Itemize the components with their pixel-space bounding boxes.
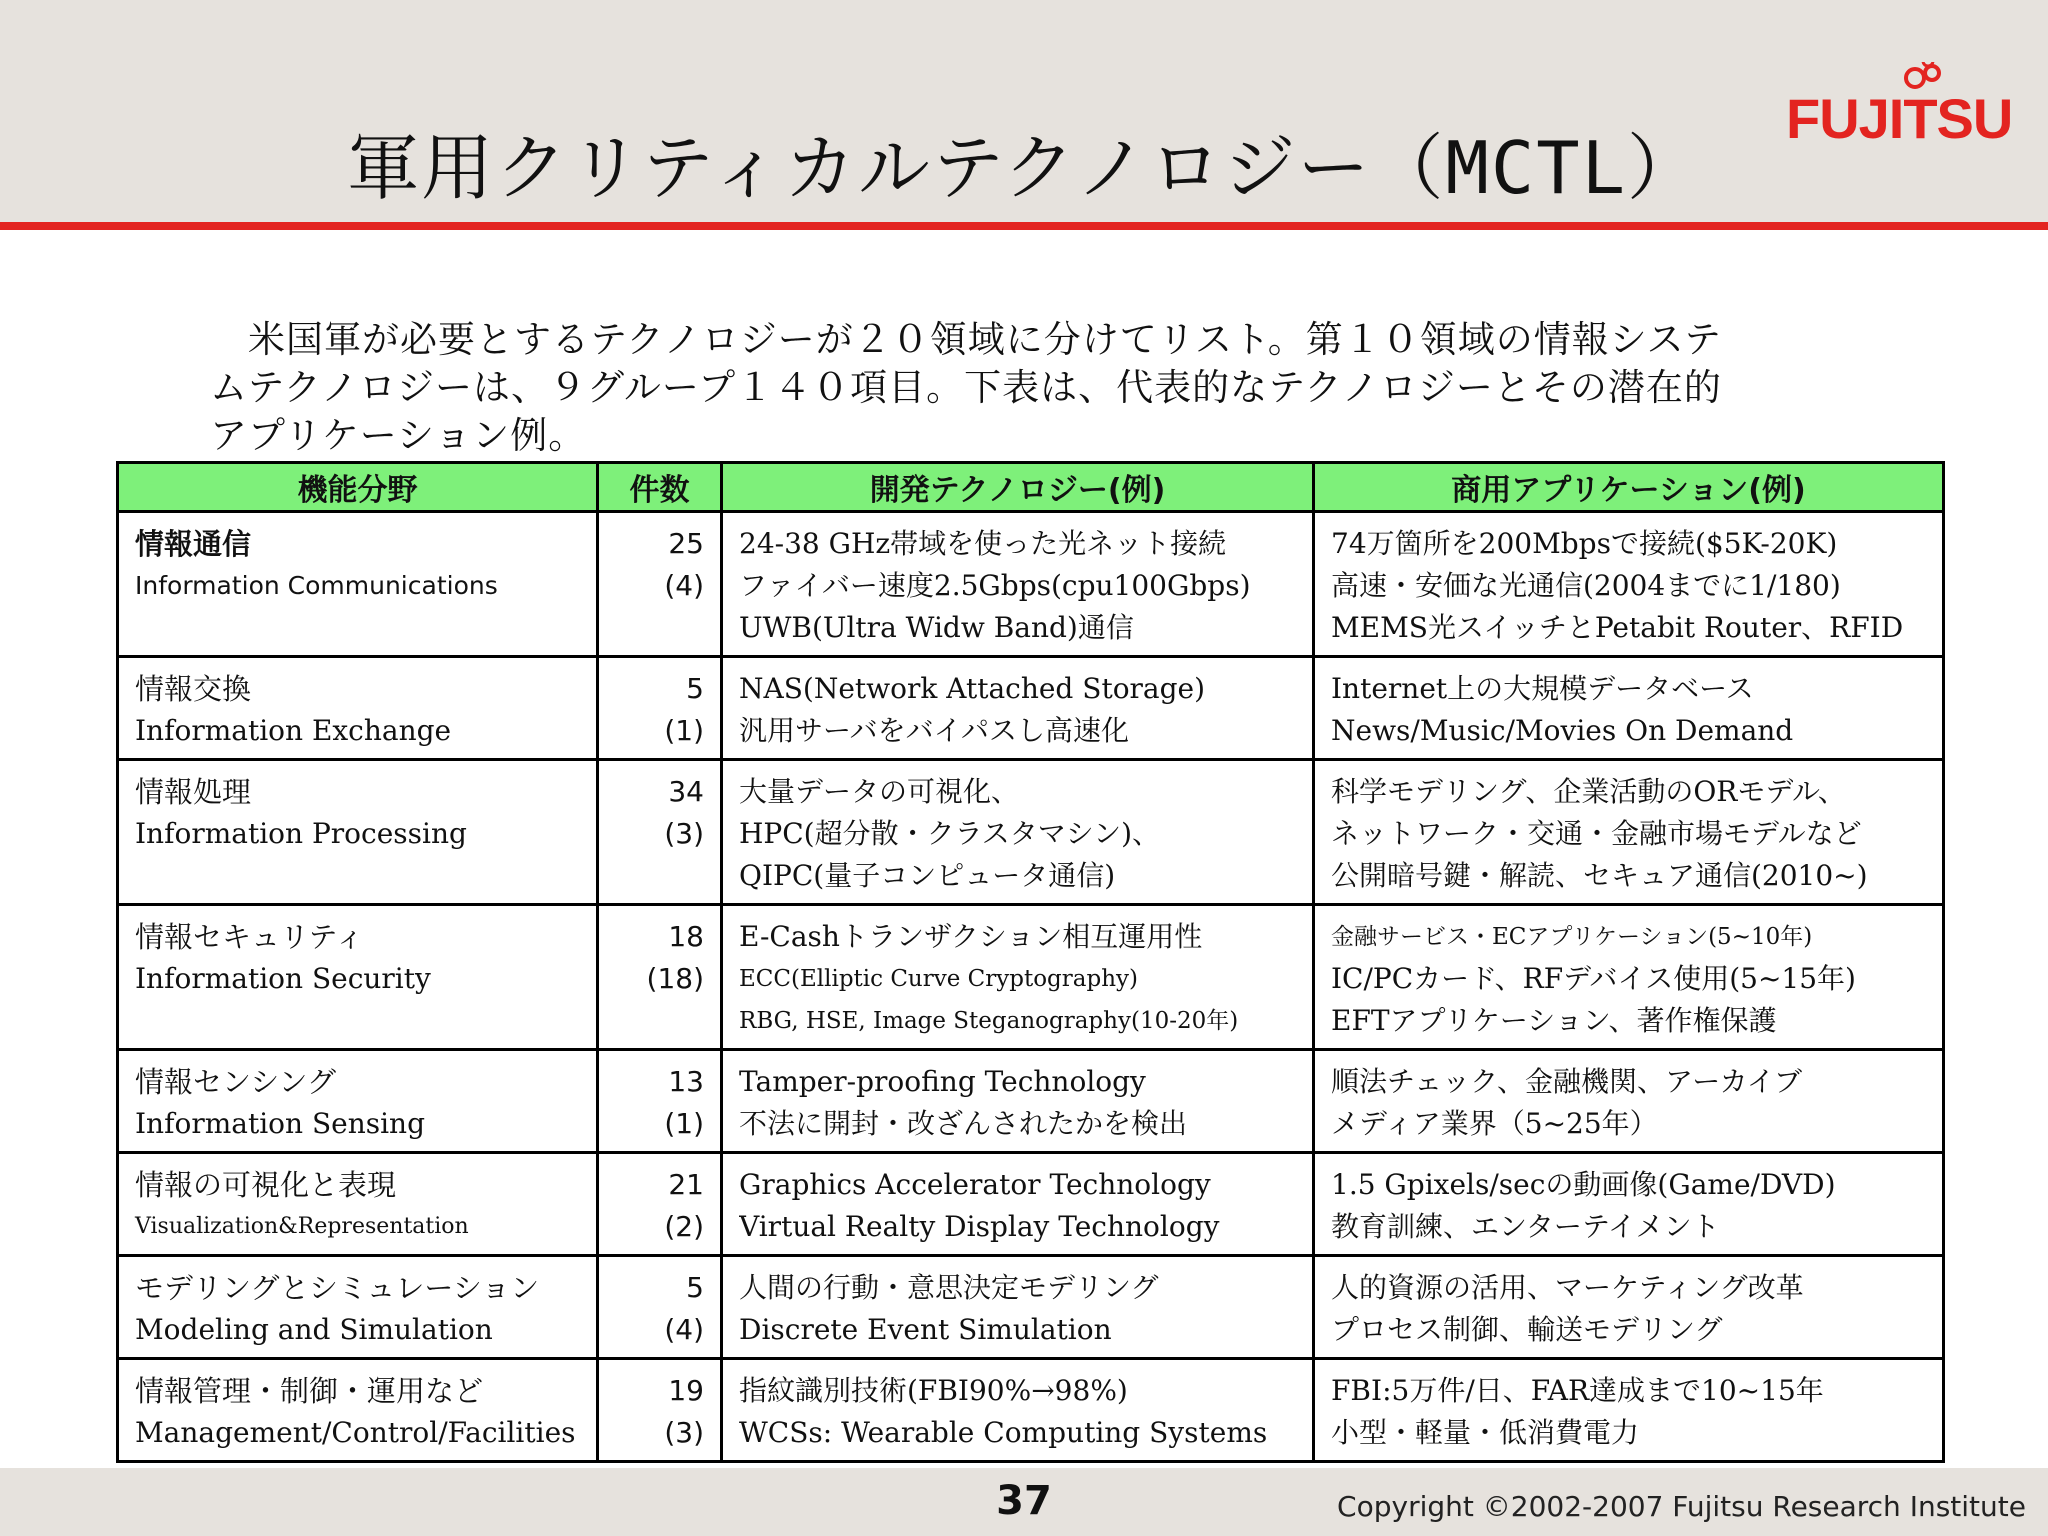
technology-line: WCSs: Wearable Computing Systems <box>739 1416 1268 1449</box>
count-cell <box>598 1256 722 1359</box>
category-ja: 情報交換 <box>135 672 252 706</box>
copyright-notice: Copyright ©2002-2007 Fujitsu Research Institute <box>1337 1490 2026 1523</box>
technology-cell <box>722 512 1314 657</box>
category-en: Information Processing <box>135 817 467 850</box>
application-cell <box>1314 760 1944 905</box>
category-cell <box>118 512 598 657</box>
category-en: Information Sensing <box>135 1107 426 1140</box>
category-cell <box>118 1153 598 1256</box>
category-cell <box>118 905 598 1050</box>
count-cell <box>598 657 722 760</box>
technology-line: ECC(Elliptic Curve Cryptography) <box>739 966 1138 992</box>
table-header-row <box>118 463 1944 512</box>
count-value: 19 <box>668 1374 704 1407</box>
table-row <box>118 512 1944 657</box>
category-ja: 情報センシング <box>135 1065 336 1099</box>
technology-line: Tamper-proofing Technology <box>739 1065 1146 1098</box>
technology-line: Discrete Event Simulation <box>739 1313 1112 1346</box>
technology-line: 不法に開封・改ざんされたかを検出 <box>739 1107 1188 1140</box>
table-row <box>118 1359 1944 1462</box>
application-cell <box>1314 1256 1944 1359</box>
technology-line: 汎用サーバをバイパスし高速化 <box>739 714 1130 747</box>
application-cell <box>1314 1050 1944 1153</box>
application-line: 人的資源の活用、マーケティング改革 <box>1331 1271 1804 1304</box>
category-ja: モデリングとシミュレーション <box>135 1271 540 1305</box>
slide-title: 軍用クリティカルテクノロジー（MCTL） <box>347 126 1701 210</box>
count-value: 34 <box>668 775 704 808</box>
technology-cell <box>722 905 1314 1050</box>
application-line: ネットワーク・交通・金融市場モデルなど <box>1331 817 1862 850</box>
column-header-applications: 商用アプリケーション(例) <box>1314 463 1944 512</box>
category-ja: 情報セキュリティ <box>135 920 365 954</box>
technology-line: 大量データの可視化、 <box>739 775 1020 808</box>
count-sub-value: (1) <box>664 714 704 747</box>
technology-line: RBG, HSE, Image Steganography(10-20年) <box>739 1008 1239 1034</box>
category-ja: 情報通信 <box>135 527 252 561</box>
svg-text:FUJITSU: FUJITSU <box>1786 87 2013 142</box>
column-header-field: 機能分野 <box>118 463 598 512</box>
category-ja: 情報管理・制御・運用など <box>135 1374 484 1408</box>
application-cell <box>1314 1359 1944 1462</box>
count-sub-value: (4) <box>664 1313 704 1346</box>
application-line: EFTアプリケーション、著作権保護 <box>1331 1004 1777 1037</box>
count-cell <box>598 1359 722 1462</box>
count-value: 21 <box>668 1168 704 1201</box>
category-cell <box>118 760 598 905</box>
count-cell <box>598 760 722 905</box>
count-cell <box>598 1050 722 1153</box>
application-line: MEMS光スイッチとPetabit Router、RFID <box>1331 611 1904 644</box>
category-ja: 情報処理 <box>135 775 252 809</box>
application-line: 1.5 Gpixels/secの動画像(Game/DVD) <box>1331 1168 1836 1201</box>
count-value: 18 <box>668 920 704 953</box>
application-line: 小型・軽量・低消費電力 <box>1331 1416 1640 1449</box>
technology-line: Graphics Accelerator Technology <box>739 1168 1211 1201</box>
fujitsu-logo <box>1782 62 2022 142</box>
application-line: メディア業界（5~25年） <box>1331 1107 1658 1140</box>
mctl-table <box>116 461 1945 1463</box>
category-cell <box>118 1256 598 1359</box>
technology-line: NAS(Network Attached Storage) <box>739 672 1206 705</box>
count-sub-value: (2) <box>664 1210 704 1243</box>
technology-cell <box>722 657 1314 760</box>
technology-cell <box>722 1359 1314 1462</box>
application-cell <box>1314 512 1944 657</box>
category-cell <box>118 657 598 760</box>
technology-line: 人間の行動・意思決定モデリング <box>739 1271 1159 1304</box>
count-value: 25 <box>668 527 704 560</box>
technology-line: QIPC(量子コンピュータ通信) <box>739 859 1116 892</box>
application-line: IC/PCカード、RFデバイス使用(5~15年) <box>1331 962 1856 995</box>
application-cell <box>1314 657 1944 760</box>
application-line: 順法チェック、金融機関、アーカイブ <box>1331 1065 1802 1098</box>
count-cell <box>598 905 722 1050</box>
category-en: Management/Control/Facilities <box>135 1416 576 1449</box>
count-sub-value: (3) <box>664 817 704 850</box>
application-line: FBI:5万件/日、FAR達成まで10~15年 <box>1331 1374 1824 1407</box>
category-en: Information Communications <box>135 571 498 600</box>
technology-cell <box>722 1256 1314 1359</box>
application-line: News/Music/Movies On Demand <box>1331 714 1794 747</box>
application-line: プロセス制御、輸送モデリング <box>1331 1313 1723 1346</box>
technology-line: Virtual Realty Display Technology <box>739 1210 1220 1243</box>
count-sub-value: (1) <box>664 1107 704 1140</box>
application-line: 教育訓練、エンターテイメント <box>1331 1210 1720 1243</box>
count-value: 5 <box>686 672 704 705</box>
application-line: 74万箇所を200Mbpsで接続($5K-20K) <box>1331 527 1838 560</box>
column-header-count: 件数 <box>598 463 722 512</box>
table-row <box>118 905 1944 1050</box>
technology-cell <box>722 1050 1314 1153</box>
table-row <box>118 1153 1944 1256</box>
header-red-rule <box>0 222 2048 230</box>
category-cell <box>118 1050 598 1153</box>
technology-line: UWB(Ultra Widw Band)通信 <box>739 611 1134 644</box>
application-line: Internet上の大規模データベース <box>1331 672 1754 705</box>
count-sub-value: (4) <box>664 569 704 602</box>
category-en: Information Security <box>135 962 431 995</box>
count-value: 13 <box>668 1065 704 1098</box>
count-value: 5 <box>686 1271 704 1304</box>
category-ja: 情報の可視化と表現 <box>135 1168 397 1202</box>
intro-paragraph: 米国軍が必要とするテクノロジーが２０領域に分けてリスト。第１０領域の情報システ ムテクノロジーは、９グループ１４０項目。下表は、代表的なテクノロジーとその潜在的 アプリケーション例。 <box>210 318 1722 457</box>
category-en: Visualization&Representation <box>135 1214 469 1239</box>
table-row <box>118 1256 1944 1359</box>
technology-line: HPC(超分散・クラスタマシン)、 <box>739 817 1160 850</box>
count-cell <box>598 1153 722 1256</box>
technology-line: ファイバー速度2.5Gbps(cpu100Gbps) <box>739 569 1251 602</box>
count-sub-value: (18) <box>646 962 704 995</box>
technology-line: E-Cashトランザクション相互運用性 <box>739 920 1203 953</box>
category-en: Modeling and Simulation <box>135 1313 493 1346</box>
table-row <box>118 657 1944 760</box>
count-sub-value: (3) <box>664 1416 704 1449</box>
technology-cell <box>722 760 1314 905</box>
table-row <box>118 760 1944 905</box>
table-row <box>118 1050 1944 1153</box>
application-cell <box>1314 1153 1944 1256</box>
category-cell <box>118 1359 598 1462</box>
application-line: 科学モデリング、企業活動のORモデル、 <box>1331 775 1846 808</box>
application-cell <box>1314 905 1944 1050</box>
technology-cell <box>722 1153 1314 1256</box>
count-cell <box>598 512 722 657</box>
application-line: 金融サービス・ECアプリケーション(5~10年) <box>1331 924 1813 950</box>
column-header-technology: 開発テクノロジー(例) <box>722 463 1314 512</box>
application-line: 公開暗号鍵・解読、セキュア通信(2010~) <box>1331 859 1868 892</box>
application-line: 高速・安価な光通信(2004までに1/180) <box>1331 569 1841 602</box>
page-number: 37 <box>996 1478 1052 1524</box>
technology-line: 24-38 GHz帯域を使った光ネット接続 <box>739 527 1227 560</box>
category-en: Information Exchange <box>135 714 452 747</box>
technology-line: 指紋識別技術(FBI90%→98%) <box>739 1374 1128 1407</box>
